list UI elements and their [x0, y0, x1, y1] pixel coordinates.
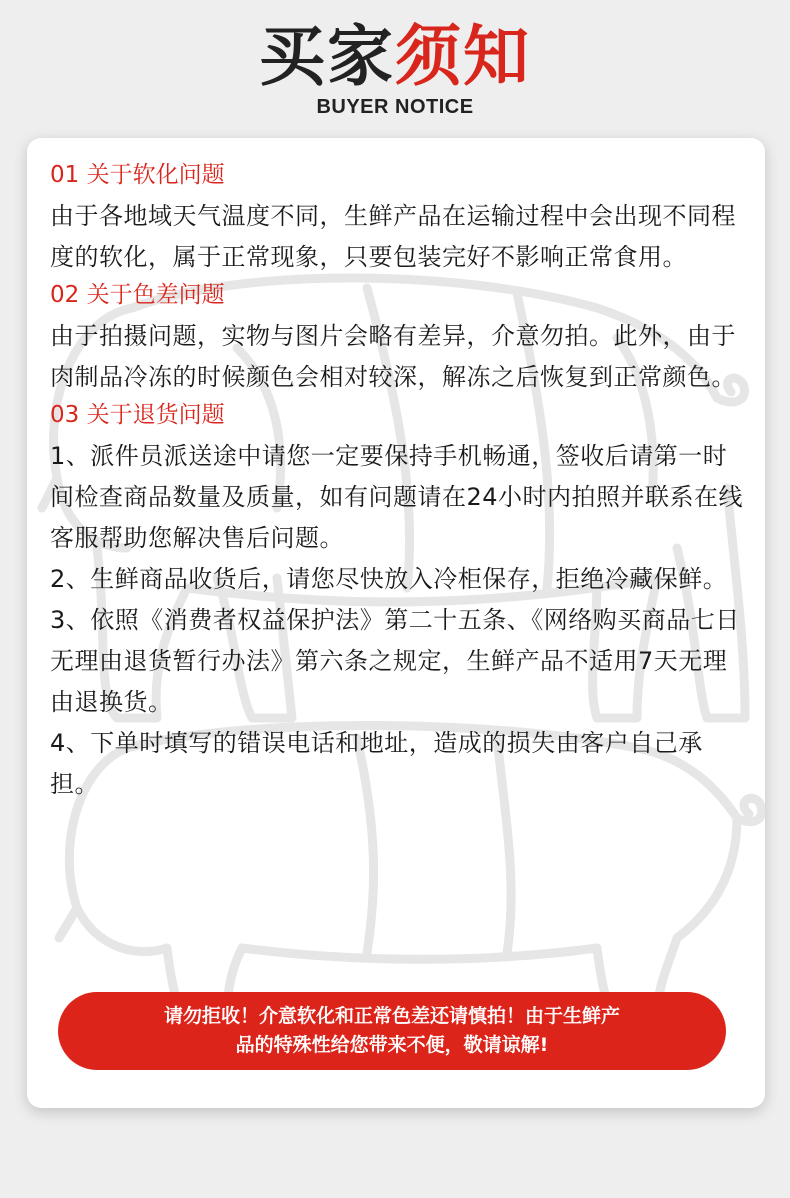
banner-line-2: 品的特殊性给您带来不便，敬请谅解!: [235, 1034, 549, 1056]
page-subtitle: BUYER NOTICE: [316, 96, 474, 118]
section-heading-softening: 01 关于软化问题: [50, 162, 225, 188]
section-text-color: 由于拍摄问题，实物与图片会略有差异，介意勿拍。此外，由于肉制品冷冻的时候颜色会相对较深，解冻之后恢复到正常颜色。: [50, 322, 736, 391]
title-red: 须知: [395, 18, 531, 95]
page-title: [0, 18, 790, 96]
notice-content: [50, 158, 750, 805]
returns-item-3: 3、依照《消费者权益保护法》第二十五条、《网络购买商品七日无理由退货暂行办法》第六条之规定，生鲜产品不适用7天无理由退换货。: [50, 606, 740, 716]
section-text-softening: 由于各地域天气温度不同，生鲜产品在运输过程中会出现不同程度的软化，属于正常现象，只要包装完好不影响正常食用。: [50, 202, 736, 271]
returns-item-4: 4、下单时填写的错误电话和地址，造成的损失由客户自己承担。: [50, 729, 703, 798]
header: [0, 18, 790, 119]
title-dark: 买家: [259, 18, 395, 95]
returns-item-2: 2、生鲜商品收货后，请您尽快放入冷柜保存，拒绝冷藏保鲜。: [50, 565, 728, 593]
section-heading-color: 02 关于色差问题: [50, 282, 225, 308]
notice-card: [27, 138, 765, 1108]
warning-banner: [58, 992, 726, 1070]
section-heading-returns: 03 关于退货问题: [50, 402, 225, 428]
returns-item-1: 1、派件员派送途中请您一定要保持手机畅通，签收后请第一时间检查商品数量及质量，如有问题请在24小时内拍照并联系在线客服帮助您解决售后问题。: [50, 442, 744, 552]
banner-line-1: 请勿拒收！介意软化和正常色差还请慎拍！由于生鲜产: [163, 1005, 620, 1027]
